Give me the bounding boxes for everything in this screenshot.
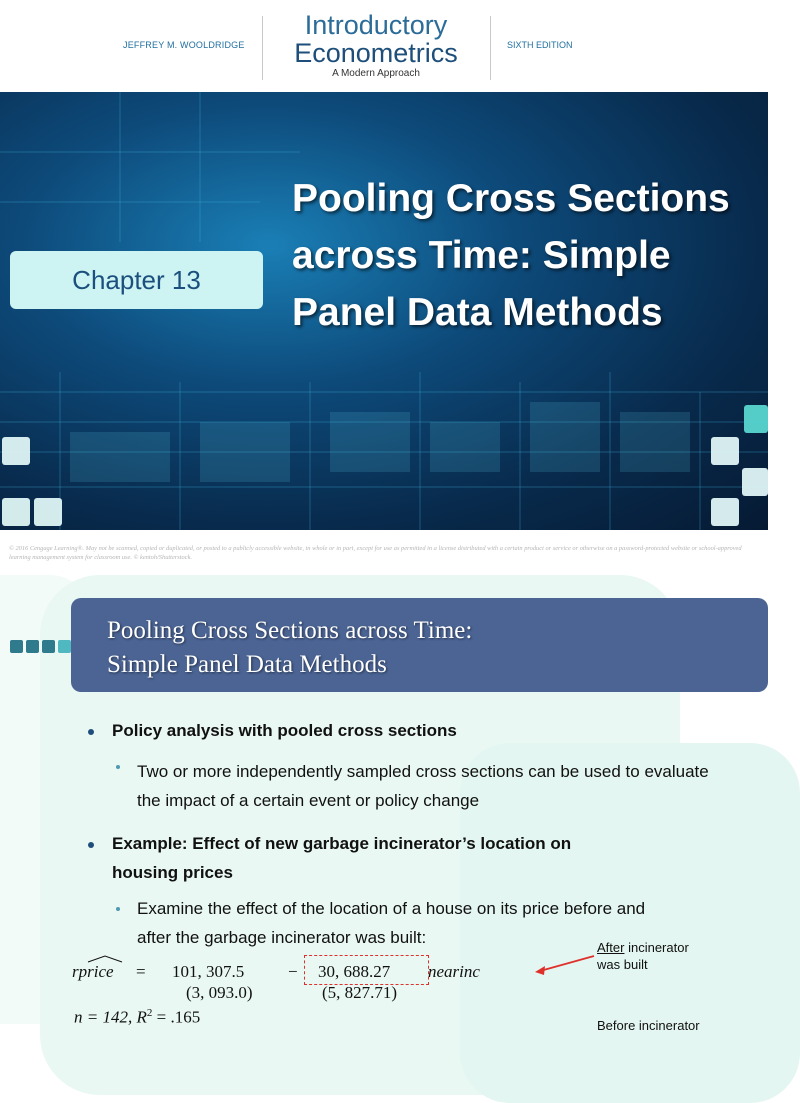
- equation-r2-value: = .165: [152, 1007, 201, 1027]
- bullet-dot: [88, 729, 94, 735]
- equation-intercept: 101, 307.5: [172, 962, 245, 981]
- chapter-badge: [10, 251, 263, 309]
- chapter-label: Chapter 13: [72, 264, 201, 295]
- copyright-notice: © 2016 Cengage Learning®. May not be scanned, copied or duplicated, or posted to a publicly accessible website, in whole or in part, except for use as permitted in a license distributed with a certain product or service or otherwise on a password-protected website or school-approved learning management system for classroom use. © kentoh/Shutterstock.: [9, 545, 742, 561]
- hat-accent: [87, 955, 123, 963]
- note-after-incinerator: [597, 939, 689, 973]
- coefficient-highlight-box: [304, 955, 429, 985]
- note-before-incinerator: Before incinerator: [597, 1018, 700, 1033]
- sub-bullet-examine-line2: after the garbage incinerator was built:: [137, 928, 427, 947]
- book-title: [262, 10, 490, 79]
- arrow-icon: [532, 953, 596, 977]
- slide-title-line2: Simple Panel Data Methods: [107, 651, 387, 678]
- book-header: [0, 0, 768, 92]
- slide-title-bar: [71, 598, 768, 692]
- edition-label: SIXTH EDITION: [507, 40, 573, 50]
- bullet-example-line1: Example: Effect of new garbage incinerator’s location on: [112, 834, 572, 853]
- equation-minus: −: [288, 962, 298, 981]
- decorative-tile: [2, 498, 30, 526]
- note-after-rest: incinerator: [624, 940, 689, 955]
- decorative-tile: [711, 498, 739, 526]
- sub-bullet-independent-samples: Two or more independently sampled cross sections can be used to evaluate the impact of a certain event or policy change: [137, 762, 709, 810]
- note-after-underlined: After: [597, 940, 625, 955]
- decorative-tile: [2, 437, 30, 465]
- bullet-example-line2: housing prices: [112, 863, 233, 882]
- decorative-tile: [744, 405, 768, 433]
- bullet-dot: [88, 842, 94, 848]
- author-name: JEFFREY M. WOOLDRIDGE: [123, 40, 245, 50]
- equation-se-intercept: (3, 093.0): [186, 983, 253, 1002]
- decorative-tile: [34, 498, 62, 526]
- sub-bullet-dot: [116, 765, 120, 769]
- cover-image: [0, 92, 768, 530]
- book-subtitle: A Modern Approach: [332, 68, 420, 79]
- equation-variable: nearinc: [428, 962, 480, 981]
- decorative-tile: [711, 437, 739, 465]
- book-title-line1: Introductory: [304, 10, 448, 40]
- cover-title: Pooling Cross Sections across Time: Simple Panel Data Methods: [292, 177, 730, 334]
- bullet-policy-analysis: Policy analysis with pooled cross sections: [112, 721, 457, 740]
- equation-stats: [74, 1007, 200, 1028]
- equation-lhs: rprice: [72, 962, 114, 981]
- equation-r2-exponent: 2: [146, 1007, 153, 1019]
- slide-decoration-squares: [10, 640, 71, 653]
- sub-bullet-examine-line1: Examine the effect of the location of a house on its price before and: [137, 899, 646, 918]
- book-title-line2: Econometrics: [294, 38, 458, 68]
- equation-coefficient: 30, 688.27: [318, 962, 391, 981]
- slide-title-line1: Pooling Cross Sections across Time:: [107, 617, 473, 644]
- equation-stats-main: n = 142, R: [74, 1007, 147, 1027]
- equation-se-coefficient: (5, 827.71): [322, 983, 398, 1002]
- sub-bullet-dot: [116, 907, 120, 911]
- note-after-line2: was built: [597, 957, 648, 972]
- decorative-tile: [742, 468, 768, 496]
- equation-equals: =: [136, 962, 146, 981]
- header-divider-right: [490, 16, 491, 80]
- slide-title: [107, 614, 472, 682]
- slide: [0, 575, 768, 1033]
